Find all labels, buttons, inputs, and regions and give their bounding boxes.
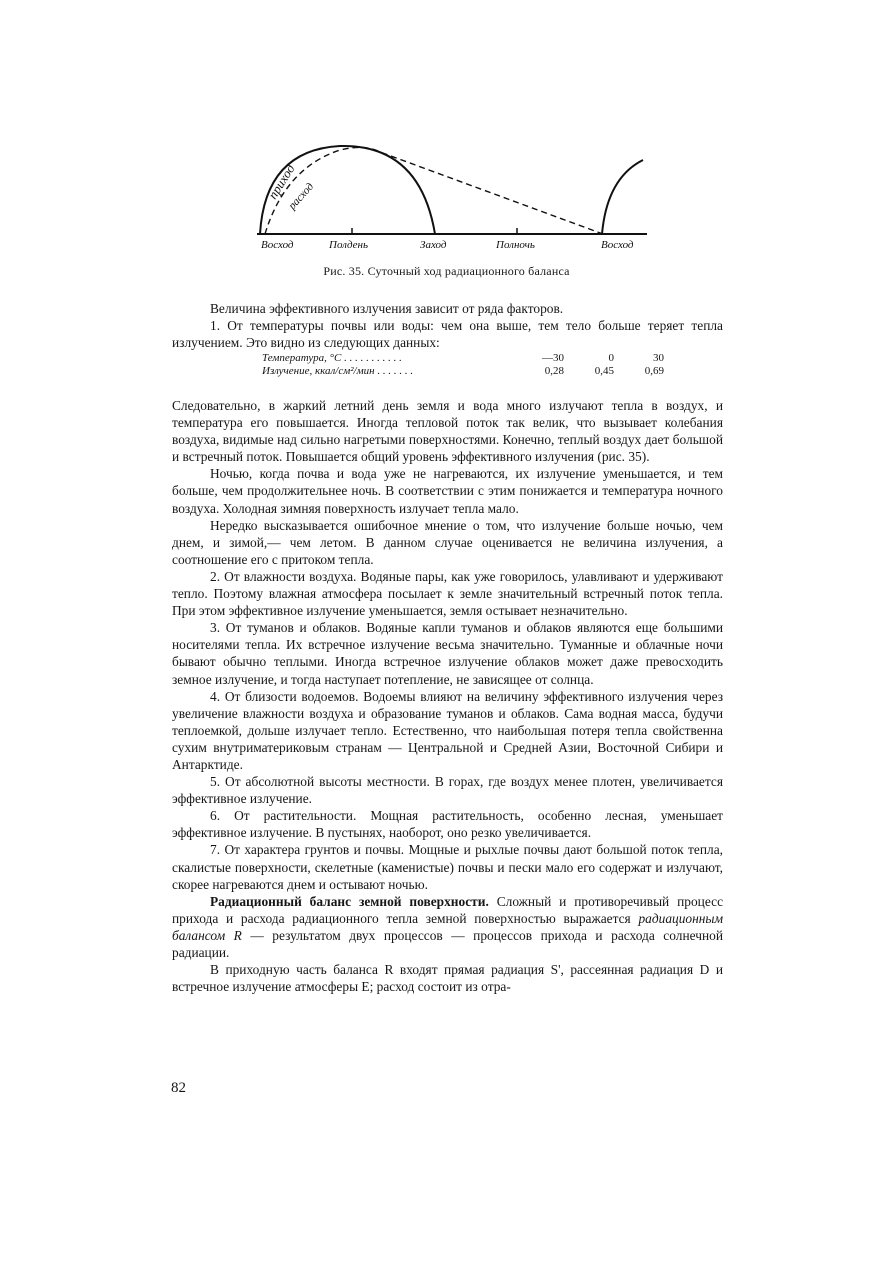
table-cell: —30: [542, 352, 564, 364]
expense-curve: [265, 147, 603, 234]
table-cell: 0,69: [644, 365, 664, 377]
intro-paragraph-1: Величина эффективного излучения зависит от ряда факторов.: [210, 301, 564, 316]
paragraph: Ночью, когда почва и вода уже не нагреваются, их излучение уменьшается, и тем больше, чем продолжительнее ночь. В соответствии с этим понижается и температура ночного воздуха. Холодная зимняя поверхность излучает тепла мало.: [172, 466, 723, 516]
income-label: приход: [264, 161, 298, 202]
body-text: [172, 397, 723, 995]
paragraph: Нередко высказывается ошибочное мнение о том, что излучение больше ночью, чем днем, и зимой,— чем летом. В данном случае оценивается не величина излучения, а соотношение его с притоком тепла.: [172, 517, 723, 567]
midnight-label: Полночь: [496, 239, 535, 251]
noon-label: Полдень: [329, 239, 369, 251]
table-cell: 0,45: [594, 365, 614, 377]
term: радиационным балансом R: [172, 910, 723, 943]
paragraph: 7. От характера грунтов и почвы. Мощные и рыхлые почвы дают большой поток тепла, скалистые поверхности, скелетные (каменистые) почвы и пески мало его содержат и излучают, скорее нагреваются днем и остывают ночью.: [172, 842, 723, 892]
paragraph: 4. От близости водоемов. Водоемы влияют на величину эффективного излучения через увеличение влажности воздуха и образование туманов и облаков. Сама водная масса, будучи теплоемкой, дольше излучает тепло. Естественно, что наибольшая потеря тепла свойственна сухим внутриматериковым странам — Центральной и Средней Азии, Восточной Сибири и Антарктиде.: [172, 688, 723, 772]
table-cell: 30: [653, 352, 664, 364]
paragraph: 6. От растительности. Мощная растительность, особенно лесная, уменьшает эффективное излучение. В пустынях, наоборот, оно резко увеличивается.: [172, 808, 723, 841]
paragraph: Следовательно, в жаркий летний день земля и вода много излучают тепла в воздух, и температура его повышается. Иногда тепловой поток так велик, что вызывает колебания воздуха, видимые над сильно нагретыми поверхностями. Конечно, теплый воздух дает большой и встречный поток. Повышается общий уровень эффективного излучения (рис. 35).: [172, 398, 723, 465]
intro-text: [172, 300, 723, 351]
table-cell: 0,28: [544, 365, 564, 377]
expense-label: расход: [286, 180, 317, 213]
page-number: 82: [171, 1080, 186, 1096]
sunrise-left-label: Восход: [261, 239, 294, 251]
row-label: Излучение, ккал/см²/мин . . . . . . .: [262, 365, 414, 377]
sunrise-right-label: Восход: [601, 239, 634, 251]
paragraph: 2. От влажности воздуха. Водяные пары, как уже говорилось, улавливают и удерживают тепло. Поэтому влажная атмосфера посылает к земле значительный встречный поток тепла. При этом эффективное излучение уменьшается, земля остывает незначительно.: [172, 568, 723, 619]
paragraph-radiation-balance: [172, 893, 723, 961]
intro-paragraph-2: 1. От температуры почвы или воды: чем она выше, тем тело больше теряет тепла излучением. Это видно из следующих данных:: [172, 318, 723, 351]
paragraph: 3. От туманов и облаков. Водяные капли туманов и облаков являются еще большими носителями тепла. Их встречное излучение весьма значительно. Туманные и облачные ночи бывают обычно теплыми. Иногда встречное излучение облаков может даже превосходить земное излучение, и тогда наступает потепление, не зависящее от солнца.: [172, 620, 723, 687]
sunset-label: Заход: [420, 239, 447, 251]
paragraph-text: Сложный и противоречивый процесс прихода и расхода радиационного тепла земной поверхностью выражается: [172, 893, 724, 926]
table-row: [262, 352, 664, 365]
paragraph: В приходную часть баланса R входят прямая радиация S', рассеянная радиация D и встречное излучение атмосферы E; расход состоит из отра-: [172, 962, 723, 995]
table-row: [262, 365, 664, 378]
row-label: Температура, °С . . . . . . . . . . .: [262, 352, 402, 364]
section-heading: Радиационный баланс земной поверхности.: [210, 893, 489, 909]
figure-caption: Рис. 35. Суточный ход радиационного баланса: [323, 264, 570, 278]
paragraph: 5. От абсолютной высоты местности. В горах, где воздух менее плотен, увеличивается эффективное излучение.: [172, 774, 723, 807]
paragraph-text: — результатом двух процессов — процессов прихода и расхода солнечной радиации.: [172, 927, 723, 960]
income-curve: [260, 146, 435, 234]
temperature-radiation-table: [262, 352, 664, 378]
table-cell: 0: [608, 352, 614, 364]
daily-radiation-balance-diagram: [245, 138, 665, 258]
income-curve-next-day: [602, 160, 643, 234]
